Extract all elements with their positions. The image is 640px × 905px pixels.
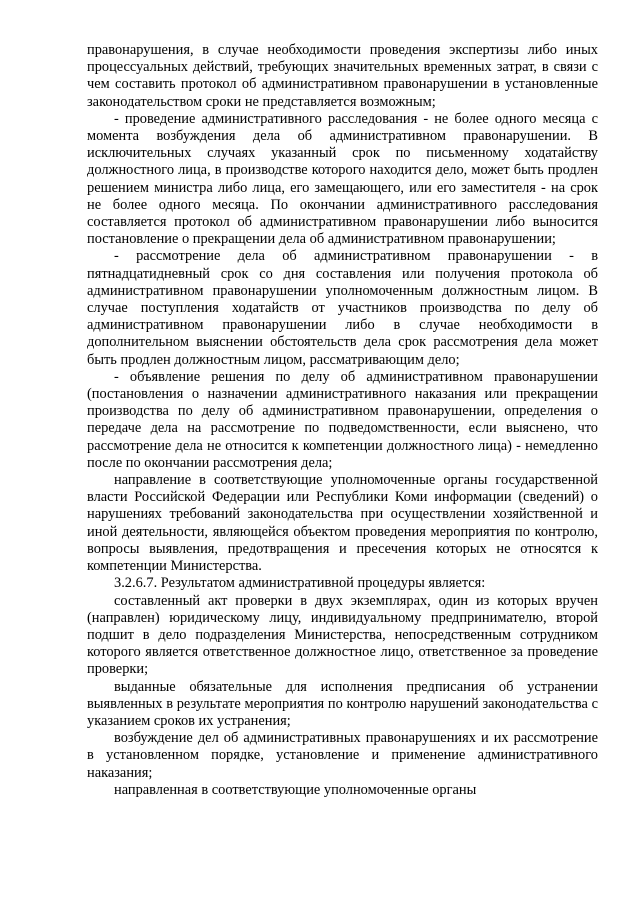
paragraph-continuation: правонарушения, в случае необходимости проведения экспертизы либо иных процессуальных действий, требующих значительных временных затрат, в связи с чем составить протокол об административном правонарушении в установленные законодательством сроки не представляется возможным; xyxy=(87,42,598,110)
paragraph-case-review: - рассмотрение дела об административном правонарушении - в пятнадцатидневный срок со дня составления или получения протокола об административном правонарушении уполномоченным должностным лицом. В случае поступления ходатайств от участников производства по делу об административном правонарушении либо в случае необходимости в дополнительном выяснении обстоятельств дела срок рассмотрения дела может быть продлен должностным лицом, рассматривающим дело; xyxy=(87,248,598,368)
paragraph-investigation: - проведение административного расследования - не более одного месяца с момента возбуждения дела об административном правонарушении. В исключительных случаях указанный срок по письменному ходатайству должностного лица, в производстве которого находится дело, может быть продлен решением министра либо лица, его замещающего, или его заместителя - на срок не более одного месяца. По окончании административного расследования составляется протокол об административном правонарушении либо выносится постановление о прекращении дела об административном правонарушении; xyxy=(87,110,598,248)
document-page xyxy=(87,42,598,799)
paragraph-decision-announcement: - объявление решения по делу об административном правонарушении (постановления о назначении административного наказания или прекращении производства по делу об административном правонарушении, определения о передаче дела на рассмотрение по подведомственности, если выяснено, что рассмотрение дела не относится к компетенции должностного лица) - немедленно после по окончании рассмотрения дела; xyxy=(87,368,598,471)
paragraph-referral-start: направленная в соответствующие уполномоченные органы xyxy=(114,781,477,798)
paragraph-orders: выданные обязательные для исполнения предписания об устранении выявленных в результате мероприятия по контролю нарушений законодательства с указанием сроков их устранения; xyxy=(87,678,598,729)
paragraph-section-heading: 3.2.6.7. Результатом административной процедуры является: xyxy=(114,575,486,592)
paragraph-inspection-act: составленный акт проверки в двух экземплярах, один из которых вручен (направлен) юридическому лицу, индивидуальному предпринимателю, второй подшит в дело подразделения Министерства, непосредственным сотрудником которого является ответственное должностное лицо, ответственное за проведение проверки; xyxy=(87,592,598,678)
paragraph-cases-initiation: возбуждение дел об административных правонарушениях и их рассмотрение в установленном порядке, установление и применение административного наказания; xyxy=(87,730,598,781)
paragraph-information-referral: направление в соответствующие уполномоченные органы государственной власти Российской Федерации или Республики Коми информации (сведений) о нарушениях требований законодательства при осуществлении хозяйственной и иной деятельности, являющейся объектом проведения мероприятия по контролю, вопросы выявления, предотвращения и пресечения которых не относятся к компетенции Министерства. xyxy=(87,472,598,575)
